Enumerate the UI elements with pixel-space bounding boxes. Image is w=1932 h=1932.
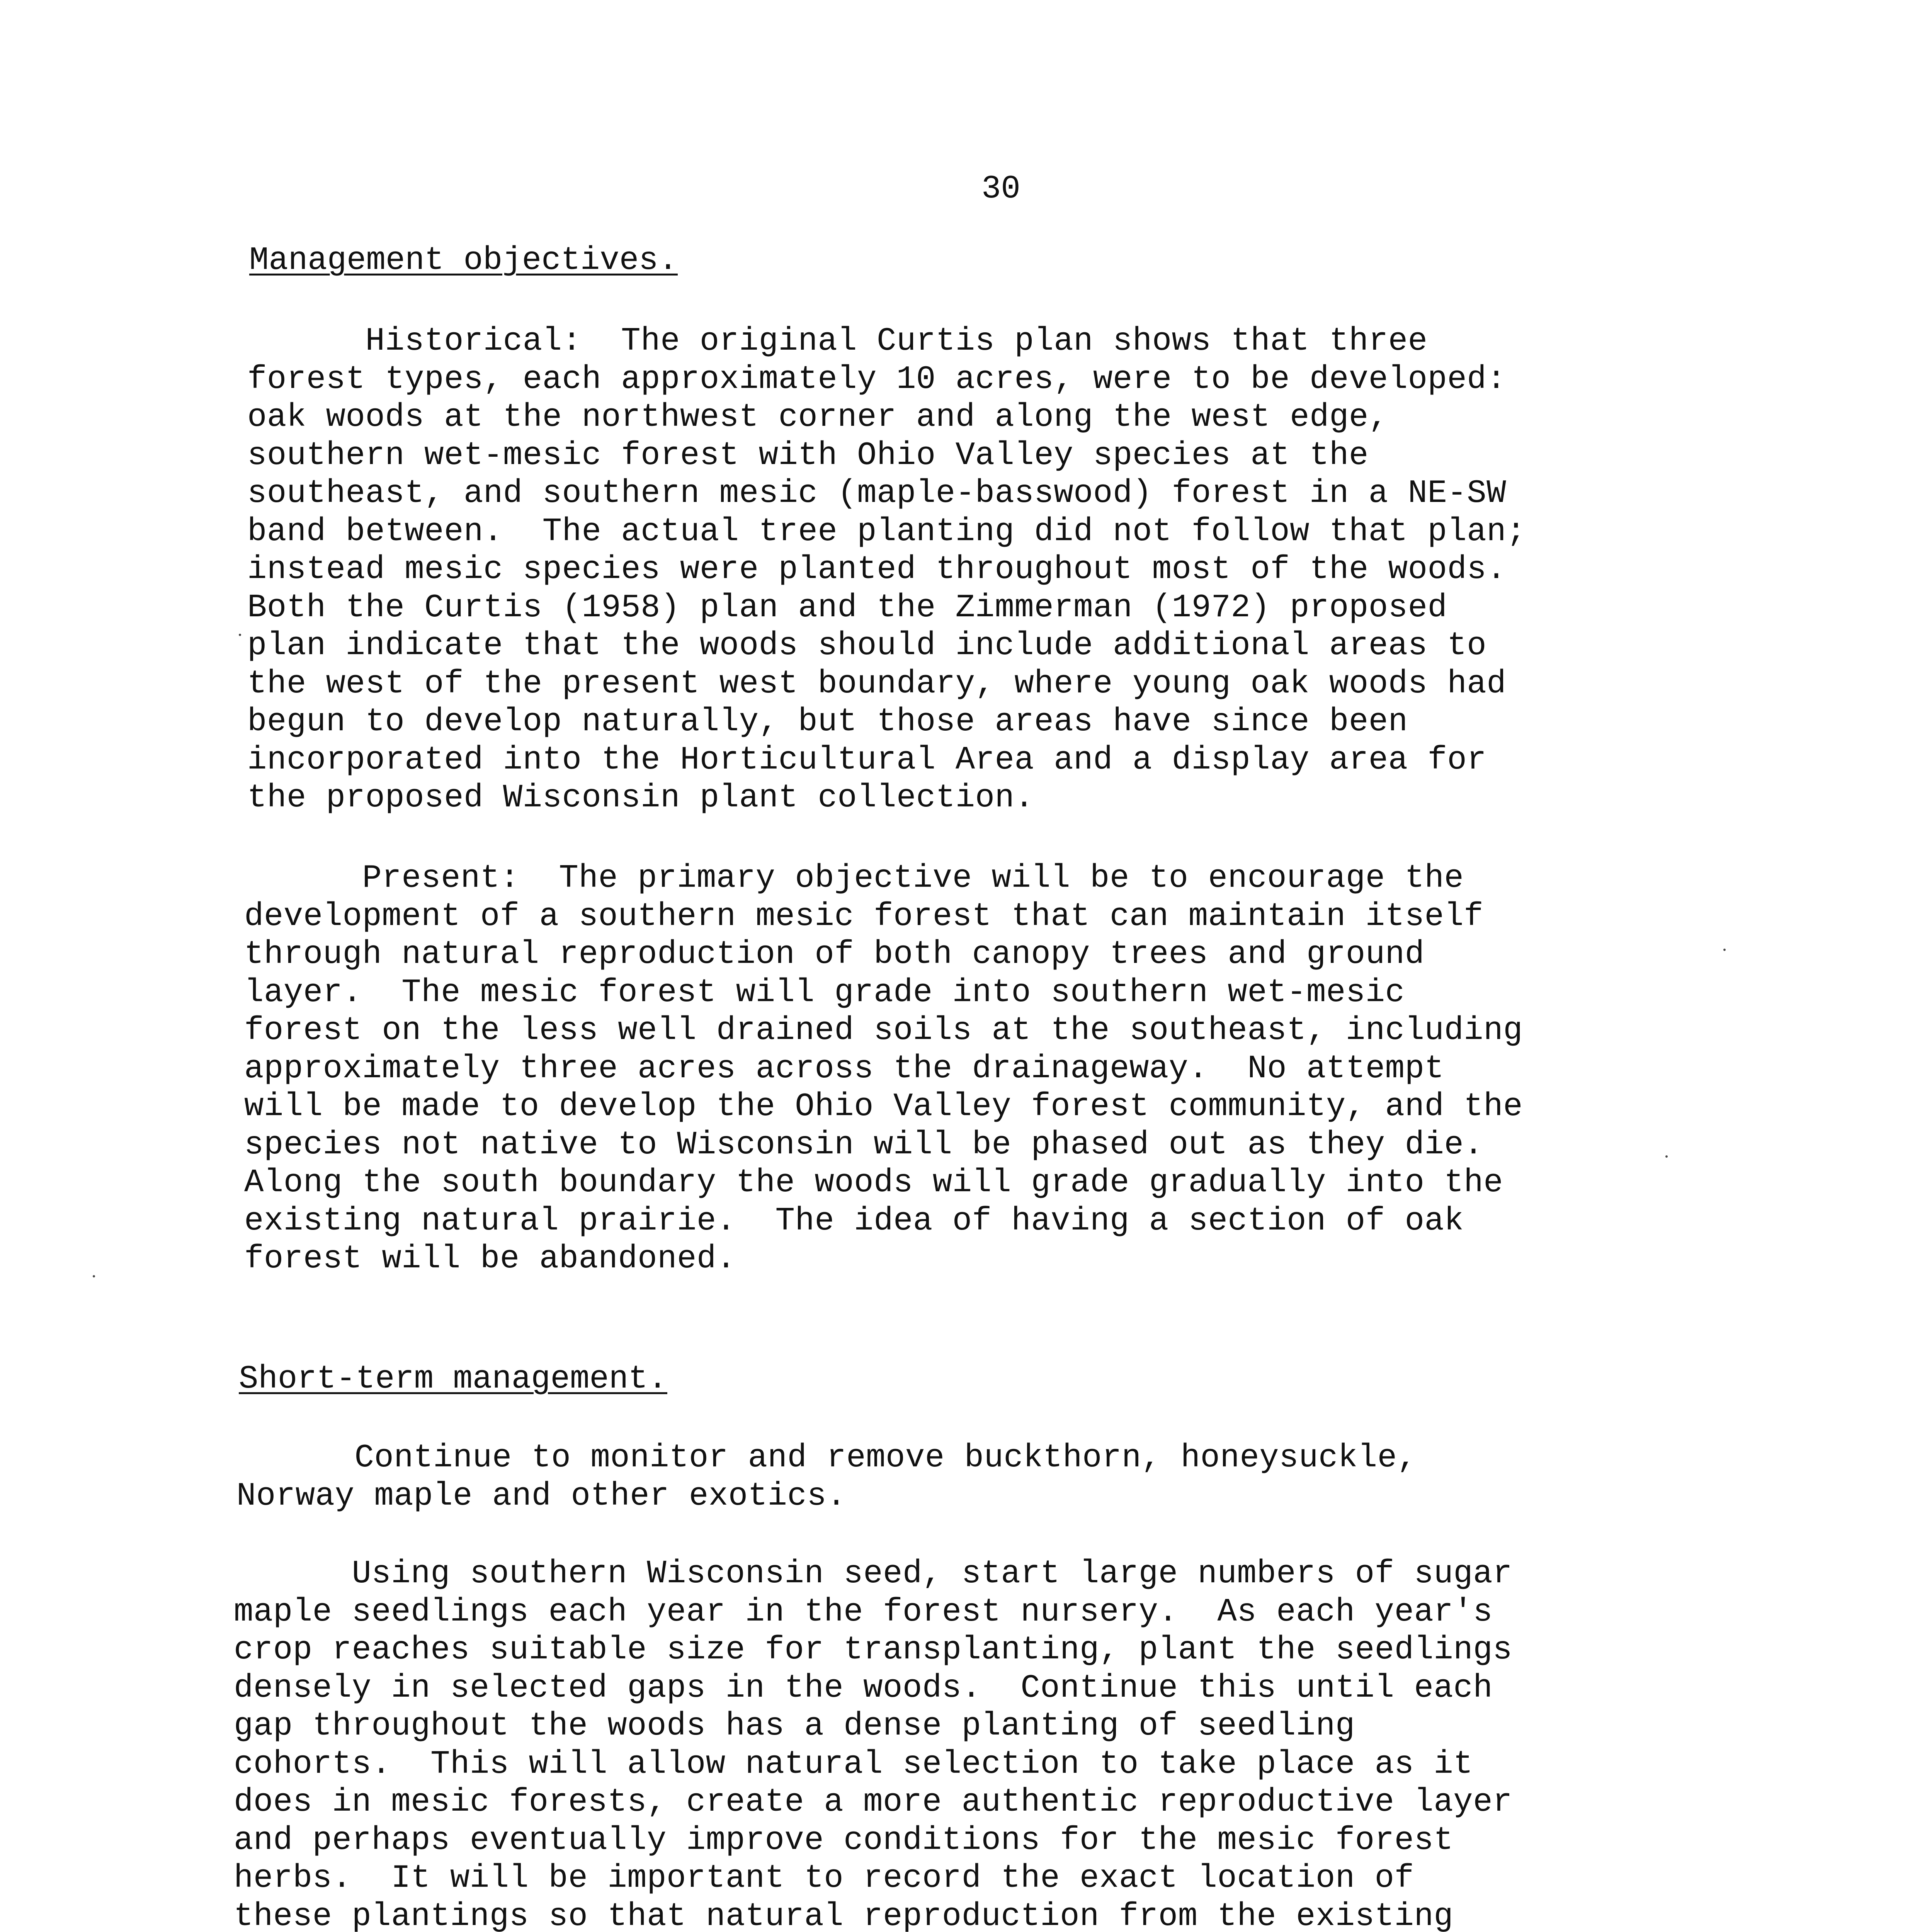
- section-heading-short-term-management: Short-term management.: [239, 1361, 667, 1398]
- paragraph-exotics: Continue to monitor and remove buckthorn, honeysuckle, Norway maple and other exotics.: [236, 1440, 1417, 1515]
- paragraph-historical: Historical: The original Curtis plan shows that three forest types, each approximately 10 acres, were to be developed: oak woods at the northwest corner and along the west edge, southern wet-mesic forest with Ohio Valley species at the southeast, and southern mesic (maple-basswood) forest in a NE-SW band between. The actual tree planting did not follow that plan; instead mesic species were planted throughout most of the woods. Both the Curtis (1958) plan and the Zimmerman (1972) proposed plan indicate that the woods should include additional areas to the west of the present west boundary, where young oak woods had begun to develop naturally, but those areas have since been incorporated into the Horticultural Area and a display area for the proposed Wisconsin plant collection.: [247, 323, 1526, 816]
- scan-speck: [1723, 949, 1726, 951]
- section-heading-management-objectives: Management objectives.: [249, 242, 678, 279]
- page-number: 30: [981, 171, 1020, 207]
- scan-speck: [239, 634, 241, 636]
- paragraph-present: Present: The primary objective will be to encourage the development of a southern mesic forest that can maintain itself through natural reproduction of both canopy trees and ground layer. The mesic forest will grade into southern wet-mesic forest on the less well drained soils at the southeast, including approximately three acres across the drainageway. No attempt will be made to develop the Ohio Valley forest community, and the species not native to Wisconsin will be phased out as they die. Along the south boundary the woods will grade gradually into the existing natural prairie. The idea of having a section of oak forest will be abandoned.: [244, 860, 1523, 1277]
- paragraph-sugar-maple-seedlings: Using southern Wisconsin seed, start large numbers of sugar maple seedlings each year in the forest nursery. As each year's crop reaches suitable size for transplanting, plant the seedlings densely in selected gaps in the woods. Continue this until each gap throughout the woods has a dense planting of seedling cohorts. This will allow natural selection to take place as it does in mesic forests, create a more authentic reproductive layer and perhaps eventually improve conditions for the mesic forest herbs. It will be important to record the exact location of these plantings so that natural reproduction from the existing: [234, 1556, 1513, 1932]
- scan-speck: [1665, 1155, 1668, 1158]
- scan-speck: [93, 1275, 95, 1277]
